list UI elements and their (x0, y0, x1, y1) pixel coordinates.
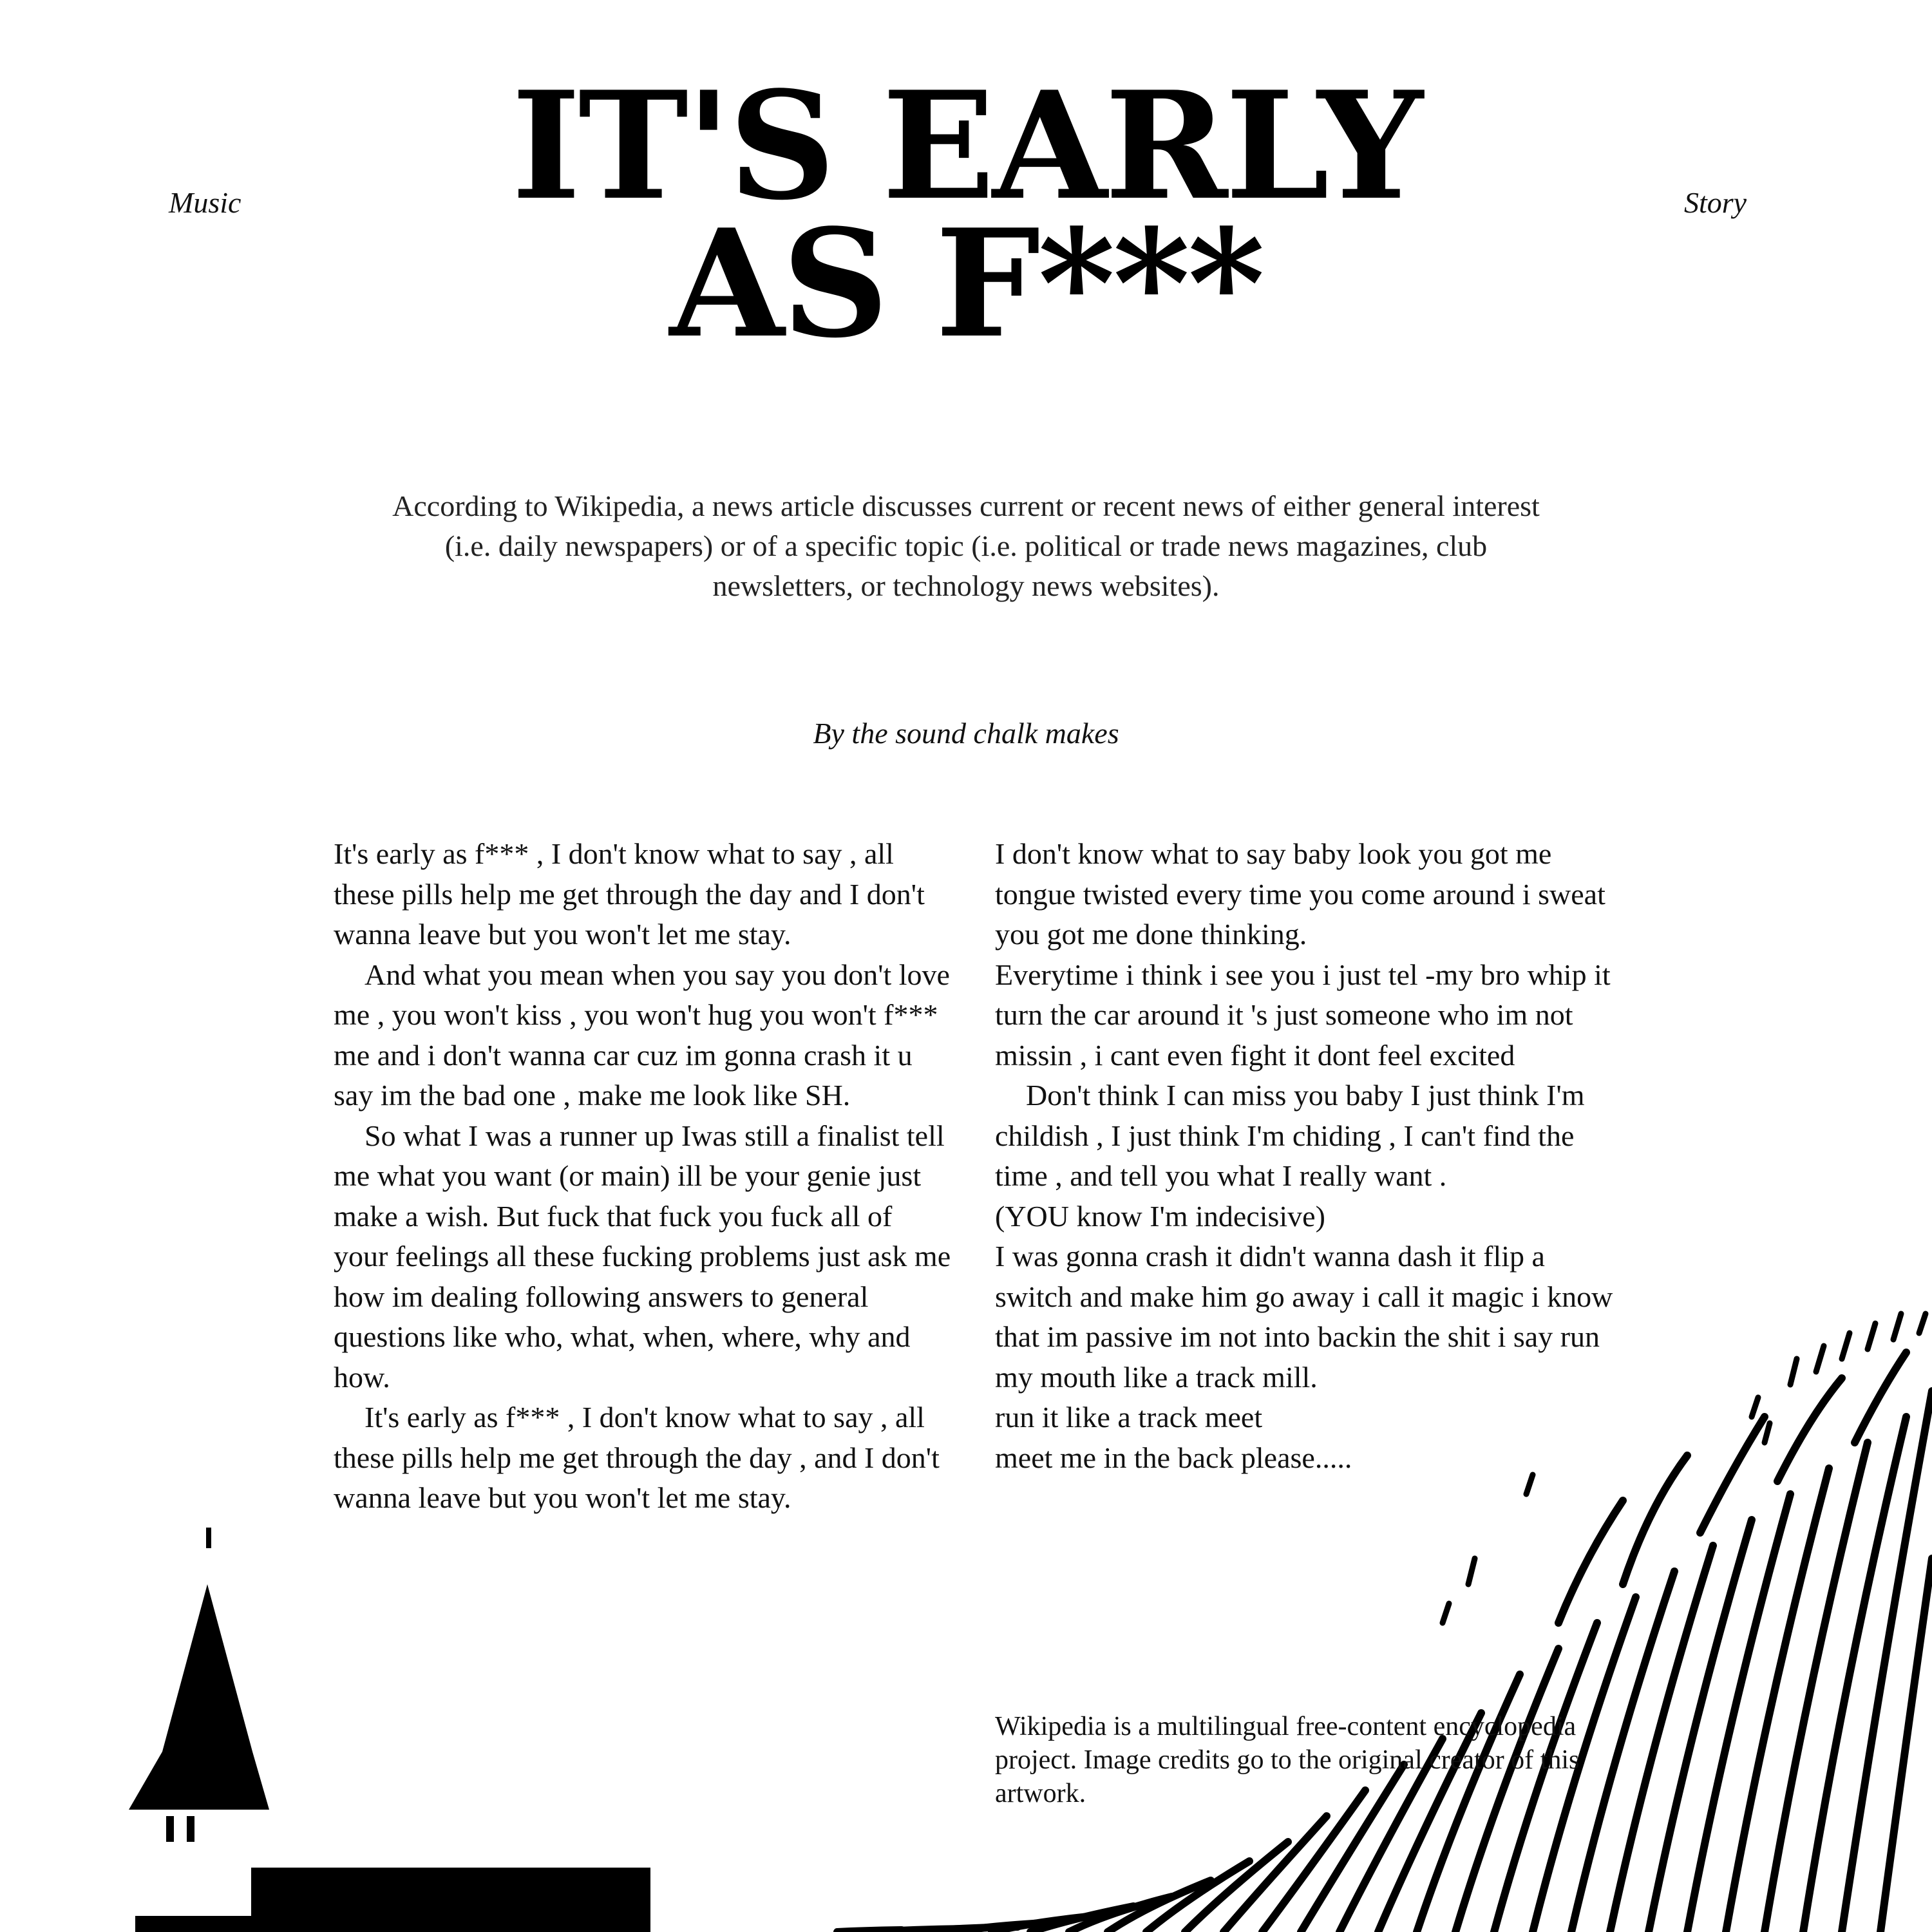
page-title (322, 59, 1610, 371)
intro-paragraph: According to Wikipedia, a news article discusses current or recent news of either general interest (i.e. daily newspapers) or of a specific topic (i.e. political or trade news magazines, club newsletters, or technology news websites). (392, 489, 1540, 602)
article-paragraph: And what you mean when you say you don't love me , you won't kiss , you won't hug you won't f*** me and i don't wanna car cuz im gonna crash it u say im the bad one , make me look like SH. (334, 958, 950, 1112)
article-paragraph: (YOU know I'm indecisive) (995, 1199, 1325, 1233)
title-line-1: IT'S EARLY (511, 59, 1421, 233)
byline: By the sound chalk makes (813, 717, 1119, 750)
article-paragraph: It's early as f*** , I don't know what to say , all these pills help me get through the day , and I don't wanna leave but you won't let me stay. (334, 1401, 940, 1514)
article-paragraph: Don't think I can miss you baby I just think I'm childish , I just think I'm chiding , I can't find the time , and tell you what I really want . (995, 1079, 1585, 1192)
article-paragraph: meet me in the back please..... (995, 1441, 1352, 1474)
section-tag-music[interactable]: Music (169, 186, 242, 219)
article-paragraph: I was gonna crash it didn't wanna dash it flip a switch and make him go away i call it magic i know that im passive im not into backin the shit i say run my mouth like a track mill. (995, 1240, 1613, 1394)
image-credit-note: Wikipedia is a multilingual free-content encyclopedia project. Image credits go to the original creator of this artwork. (995, 1712, 1580, 1808)
article-paragraph: I don't know what to say baby look you got me tongue twisted every time you come around i sweat you got me done thinking. (995, 837, 1605, 951)
article-paragraph: So what I was a runner up Iwas still a finalist tell me what you want (or main) ill be your genie just make a wish. But fuck that fuck you fuck all of your feelings all these fucking problems just ask me how im dealing following answers to general questions like who, what, when, where, why and how. (334, 1119, 951, 1394)
article-column-right (995, 834, 1626, 1478)
article-paragraph: run it like a track meet (995, 1401, 1263, 1434)
church-illustration (129, 1528, 650, 1932)
section-tag-story[interactable]: Story (1684, 186, 1747, 219)
article-paragraph: Everytime i think i see you i just tel -my bro whip it turn the car around it 's just someone who im not missin , i cant even fight it dont feel excited (995, 958, 1611, 1072)
article-column-left (334, 834, 952, 1519)
title-line-2: AS F*** (669, 197, 1263, 371)
article-paragraph: It's early as f*** , I don't know what to say , all these pills help me get through the day and I don't wanna leave but you won't let me stay. (334, 837, 925, 951)
